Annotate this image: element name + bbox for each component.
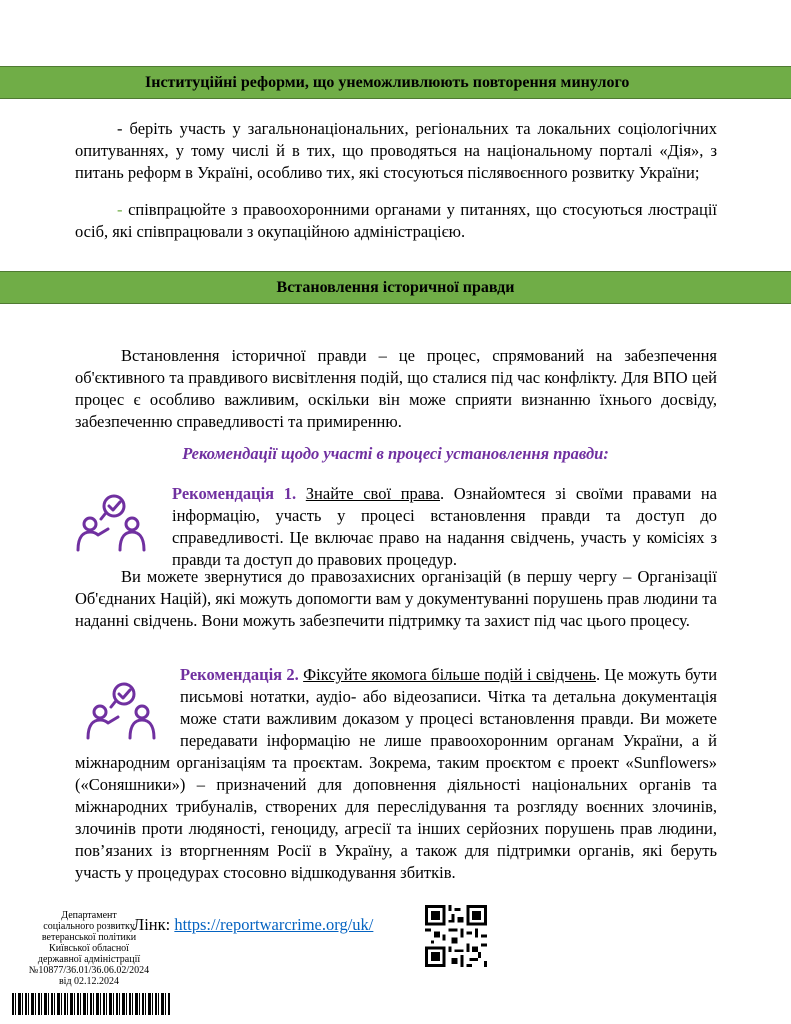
recommendation-1: Рекомендація 1. Знайте свої права. Ознайомтеся зі своїми правами на інформацію, участь у процесі встановлення правди та доступ до справедливості. Це включає право на надання свідчень, участь у комісіях з правди та доступ до правових процедур.: [172, 484, 718, 569]
report-link[interactable]: https://reportwarcrime.org/uk/: [174, 915, 374, 934]
section-heading: Встановлення історичної правди: [276, 279, 515, 296]
bullet-paragraph: - співпрацюйте з правоохоронними органами у питаннях, що стосуються люстрації осіб, які співпрацювали з окупаційною адміністрацією.: [75, 200, 717, 241]
section-heading: Інституційні реформи, що унеможливлюють повторення минулого: [145, 74, 630, 91]
qr-code: [425, 905, 487, 967]
recommendation-2: Рекомендація 2. Фіксуйте якомога більше подій і свідчень. Це можуть бути письмові нотатки, аудіо- або відеозаписи. Чітка та детальна документація може стати важливим доказом у процесі встановлення правди. Ви можете передавати інформацію не лише правоохоронним органам України, а й міжнародним організаціям та проєктам. Зокрема, таким проєктом є проект «Sunflowers» («Соняшники») – призначений для доповнення діяльності національних органів та міжнародних трибуналів, створених для переслідування та розгляду воєнних злочинів, злочинів проти людяності, геноциду, агресії та інших серйозних порушень прав людини, пов’язаних із вторгненням Росії в Україну, а також для підтримки органів, які беруть участь у процедурах стосовно відшкодування збитків.: [75, 665, 718, 882]
link-line: [133, 915, 373, 935]
bullet-paragraph: - беріть участь у загальнонаціональних, регіональних та локальних соціологічних опитуваннях, у тому числі й в тих, що проводяться на національному порталі «Дія», з питань реформ в Україні, особливо тих, які стосуються післявоєнного розвитку України;: [75, 119, 717, 182]
section-banner: [0, 66, 791, 99]
intro-paragraph: Встановлення історичної правди – це процес, спрямований на забезпечення об'єктивного та правдивого висвітлення подій, що сталися під час конфлікту. Для ВПО цей процес є особливо важливим, оскільки він може сприяти визнанню їхнього досвіду, забезпеченню справедливості та примиренню.: [75, 346, 717, 431]
registration-stamp: Департамент соціального розвитку ветеранської політики Київської обласної державної адміністрації №10877/36.01/36.06.02/2024 від 02.12.2024: [28, 910, 150, 987]
link-label: Лінк:: [133, 915, 171, 934]
barcode: [12, 993, 170, 1015]
recommendations-subheading: Рекомендації щодо участі в процесі установлення правди:: [182, 444, 609, 463]
people-dialogue-icon: [72, 492, 152, 556]
section-banner: [0, 271, 791, 304]
recommendation-1-paragraph: Ви можете звернутися до правозахисних організацій (в першу чергу – Організації Об'єднаних Націй), які можуть допомогти вам у документуванні порушень прав людини та наданні свідчень. Вони можуть забезпечити підтримку та захист під час цього процесу.: [75, 567, 717, 630]
